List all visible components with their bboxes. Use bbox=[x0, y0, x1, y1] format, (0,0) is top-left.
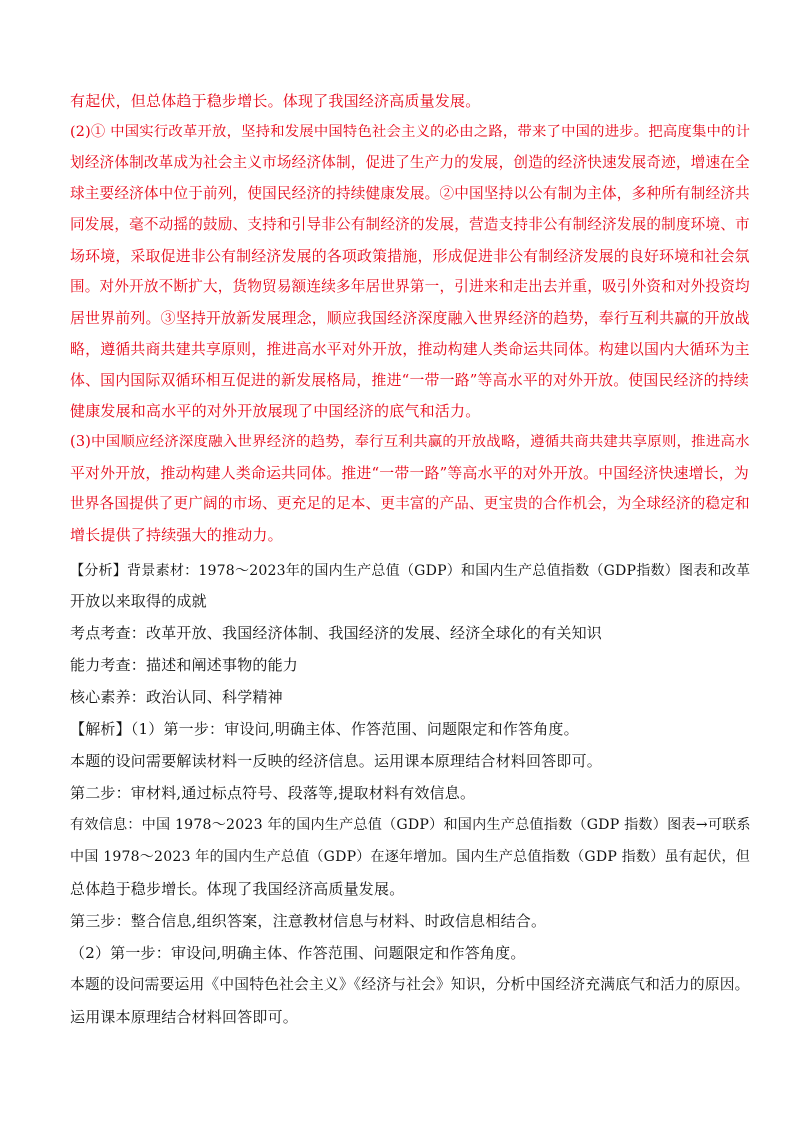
explanation-line-3: 第二步：审材料,通过标点符号、段落等,提取材料有效信息。 bbox=[70, 784, 476, 802]
explanation-line-4: 有效信息：中国 1978～2023 年的国内生产总值（GDP）和国内生产总值指数（GDP 指数）图表→可联系 bbox=[70, 817, 751, 833]
answer-line-13: 平对外开放，推动构建人类命运共同体。推进“一带一路”等高水平的对外开放。中国经济快速增长，为 bbox=[70, 464, 749, 482]
explanation-line-10: 运用课本原理结合材料回答即可。 bbox=[70, 1008, 299, 1026]
answer-line-4: 球主要经济体中位于前列，使国民经济的持续健康发展。②中国坚持以公有制为主体，多种所有制经济共 bbox=[70, 185, 750, 202]
answer-line-9: 略，遵循共商共建共享原则，推进高水平对外开放，推动构建人类命运共同体。构建以国内大循环为主 bbox=[70, 340, 750, 358]
answer-line-1: 有起伏，但总体趋于稳步增长。体现了我国经济高质量发展。 bbox=[70, 92, 481, 110]
answer-line-8: 居世界前列。③坚持开放新发展理念，顺应我国经济深度融入世界经济的趋势，奉行互利共赢的开放战 bbox=[70, 309, 750, 327]
analysis-line-1: 【分析】背景素材：1978～2023年的国内生产总值（GDP）和国内生产总值指数（GDP指数）图表和改革 bbox=[70, 563, 751, 579]
answer-line-12: (3)中国顺应经济深度融入世界经济的趋势，奉行互利共赢的开放战略，遵循共商共建共享原则，推进高水 bbox=[70, 434, 750, 450]
explanation-line-7: 第三步：整合信息,组织答案，注意教材信息与材料、时政信息相结合。 bbox=[70, 912, 547, 930]
analysis-line-4: 能力考查：描述和阐述事物的能力 bbox=[70, 656, 299, 674]
explanation-line-8: （2）第一步：审设问,明确主体、作答范围、问题限定和作答角度。 bbox=[70, 944, 526, 962]
explanation-line-6: 总体趋于稳步增长。体现了我国经济高质量发展。 bbox=[70, 880, 405, 898]
answer-line-5: 同发展，毫不动摇的鼓励、支持和引导非公有制经济的发展，营造支持非公有制经济发展的制度环境、市 bbox=[70, 216, 750, 233]
explanation-line-9: 本题的设问需要运用《中国特色社会主义》《经济与社会》知识，分析中国经济充满底气和活力的原因。 bbox=[70, 976, 750, 993]
answer-line-2: (2)① 中国实行改革开放，坚持和发展中国特色社会主义的必由之路，带来了中国的进步。把高度集中的计 bbox=[70, 124, 751, 140]
explanation-line-1: 【解析】（1）第一步：审设问,明确主体、作答范围、问题限定和作答角度。 bbox=[70, 720, 579, 738]
analysis-line-3: 考点考查：改革开放、我国经济体制、我国经济的发展、经济全球化的有关知识 bbox=[70, 624, 603, 642]
answer-line-15: 增长提供了持续强大的推动力。 bbox=[70, 526, 283, 544]
explanation-line-2: 本题的设问需要解读材料一反映的经济信息。运用课本原理结合材料回答即可。 bbox=[70, 752, 603, 770]
analysis-line-2: 开放以来取得的成就 bbox=[70, 592, 207, 610]
answer-line-6: 场环境，采取促进非公有制经济发展的各项政策措施，形成促进非公有制经济发展的良好环境和社会氛 bbox=[70, 247, 750, 265]
answer-line-11: 健康发展和高水平的对外开放展现了中国经济的底气和活力。 bbox=[70, 402, 481, 420]
answer-line-3: 划经济体制改革成为社会主义市场经济体制，促进了生产力的发展，创造的经济快速发展奇迹，增速在全 bbox=[70, 154, 750, 171]
answer-line-7: 围。对外开放不断扩大，货物贸易额连续多年居世界第一，引进来和走出去并重，吸引外资和对外投资均 bbox=[70, 278, 750, 295]
answer-line-14: 世界各国提供了更广阔的市场、更充足的足本、更丰富的产品、更宝贵的合作机会，为全球经济的稳定和 bbox=[70, 495, 750, 512]
answer-line-10: 体、国内国际双循环相互促进的新发展格局，推进“一带一路”等高水平的对外开放。使国民经济的持续 bbox=[70, 371, 749, 389]
analysis-line-5: 核心素养：政治认同、科学精神 bbox=[70, 688, 283, 706]
explanation-line-5: 中国 1978～2023 年的国内生产总值（GDP）在逐年增加。国内生产总值指数（GDP 指数）虽有起伏，但 bbox=[70, 849, 751, 865]
